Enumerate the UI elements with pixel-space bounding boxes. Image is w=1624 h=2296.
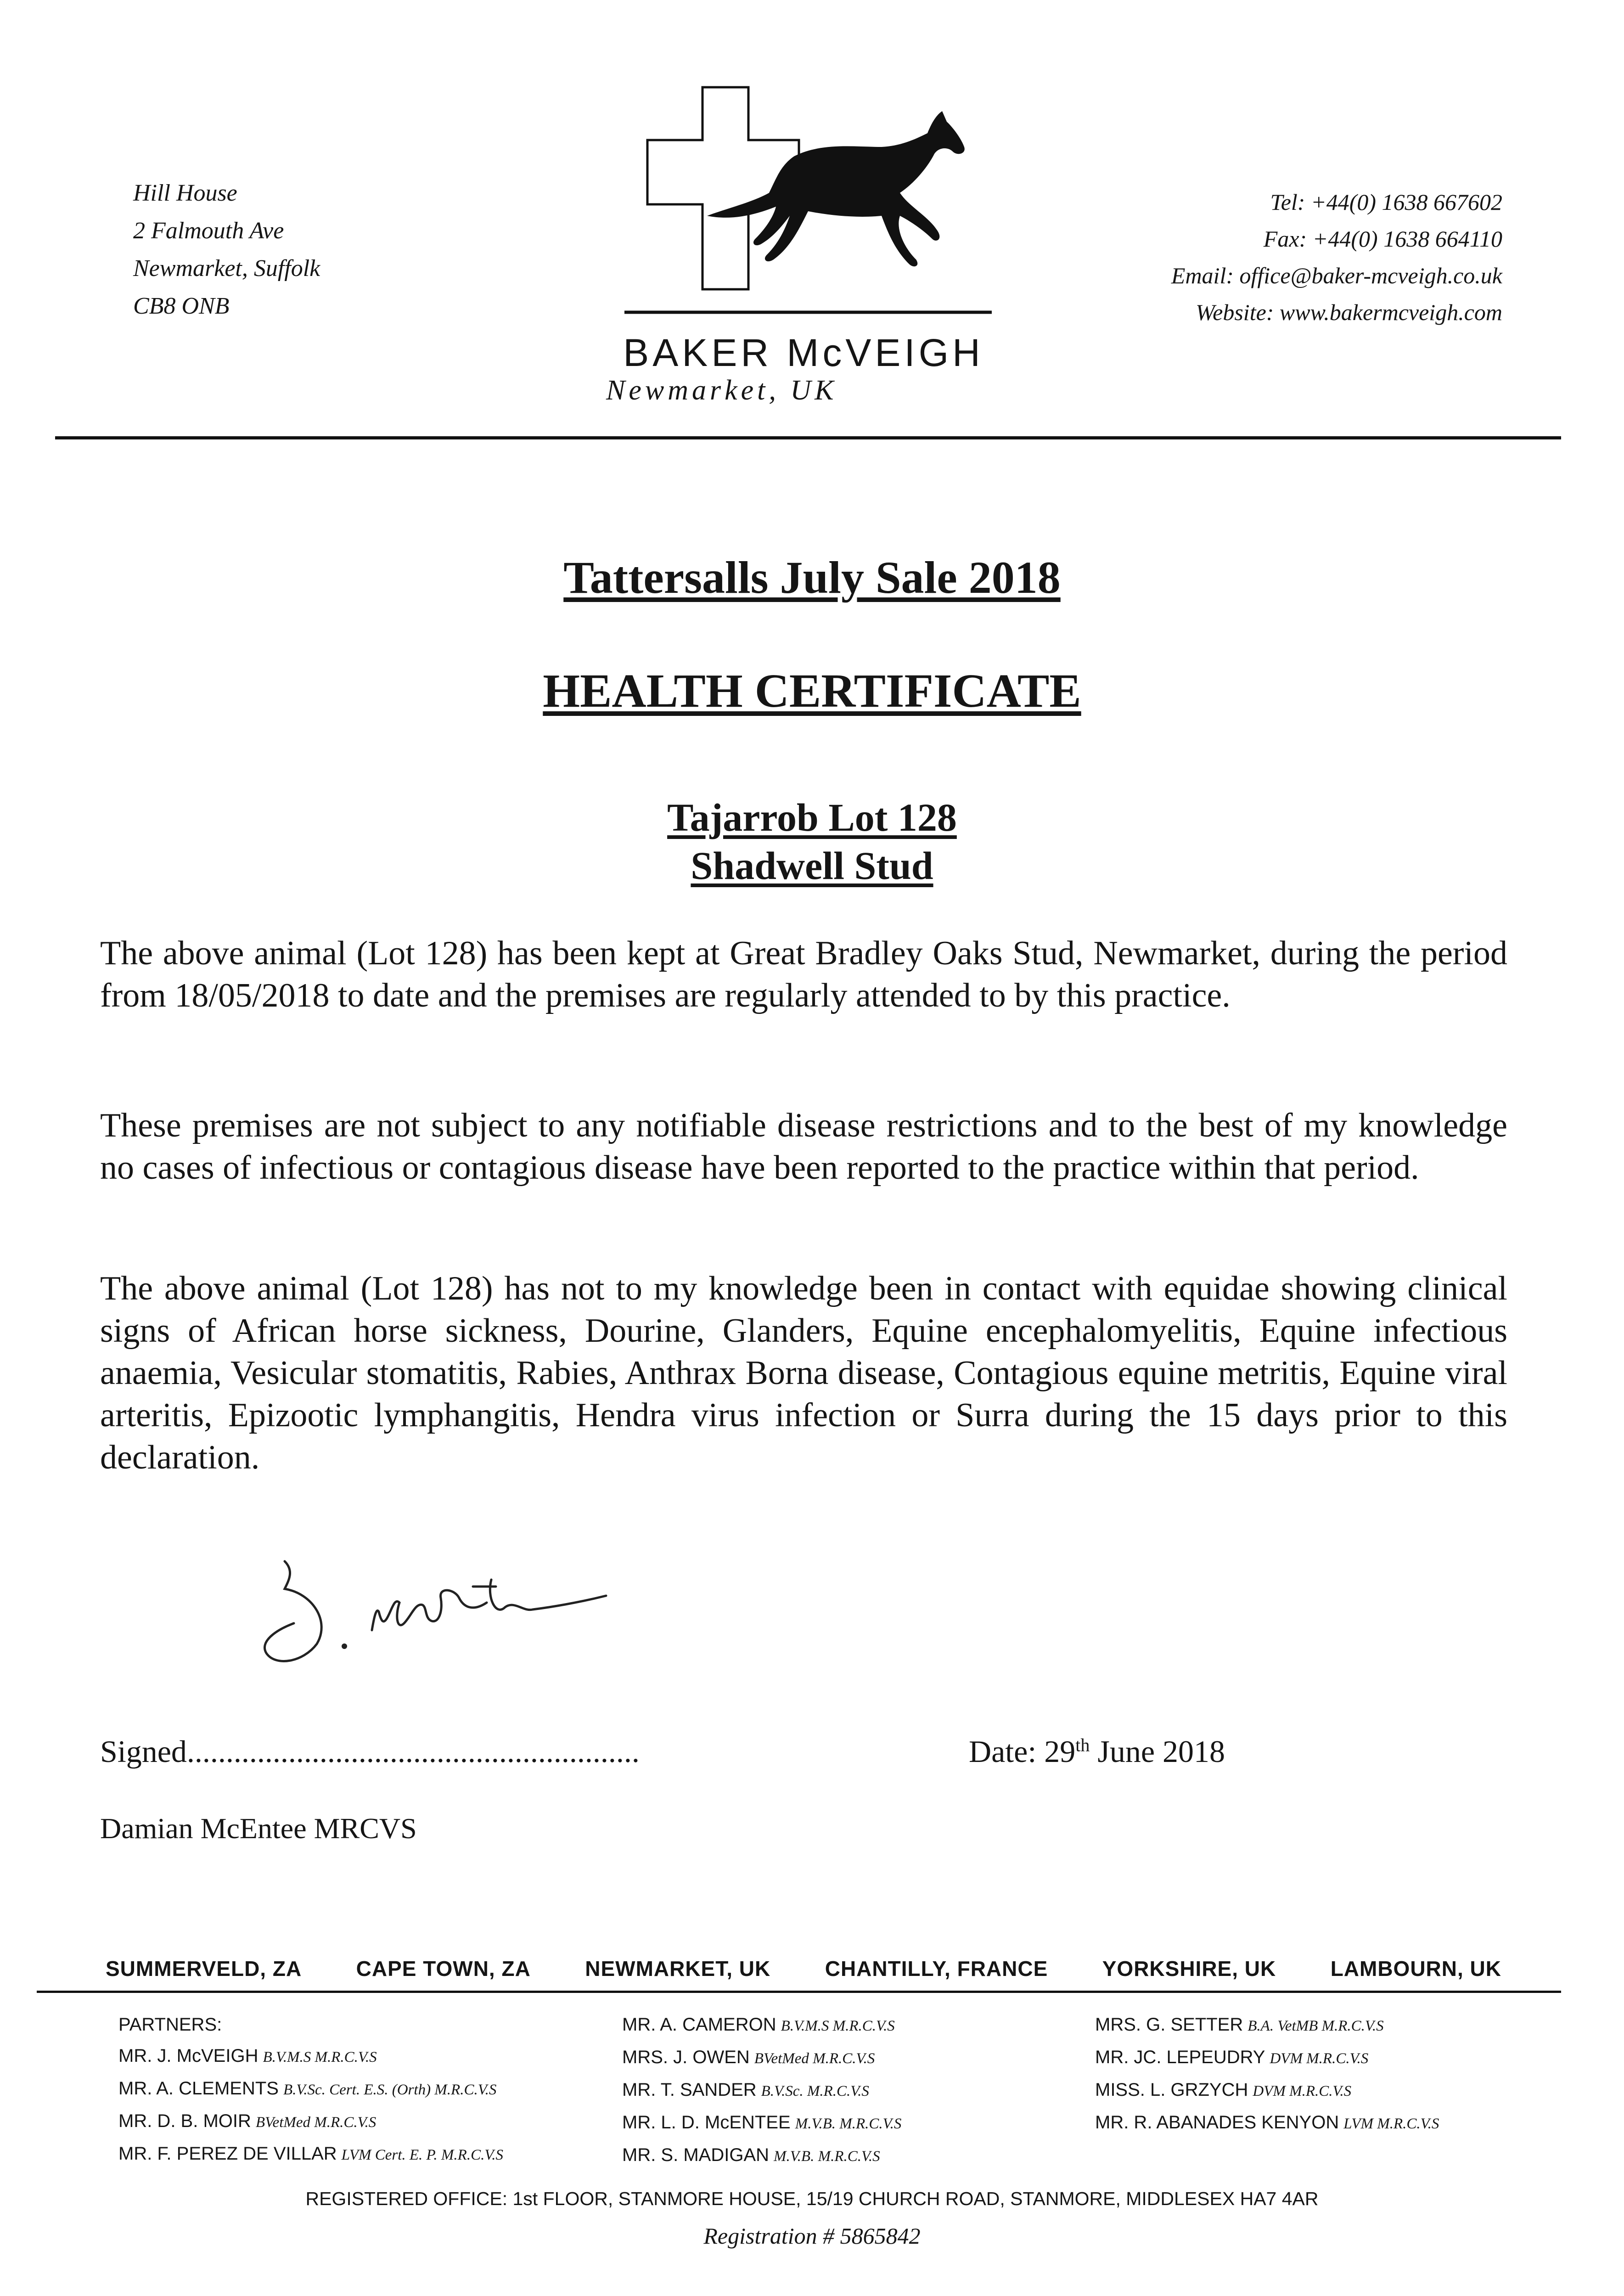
partner-name: MR. T. SANDER bbox=[622, 2080, 757, 2100]
footer-divider bbox=[37, 1991, 1561, 1993]
partner-quals: M.V.B. M.R.C.V.S bbox=[774, 2148, 880, 2165]
partner-quals: B.V.M.S M.R.C.V.S bbox=[781, 2018, 895, 2034]
practice-contact bbox=[1171, 184, 1502, 331]
partner bbox=[622, 2139, 901, 2172]
signer-name: Damian McEntee MRCVS bbox=[100, 1812, 417, 1845]
contact-fax: Fax: +44(0) 1638 664110 bbox=[1263, 226, 1502, 252]
partner-name: MRS. J. OWEN bbox=[622, 2047, 750, 2067]
partners-column-1 bbox=[118, 2009, 503, 2171]
contact-website: Website: www.bakermcveigh.com bbox=[1196, 299, 1502, 325]
partner bbox=[1095, 2107, 1439, 2139]
partner-name: MR. F. PEREZ DE VILLAR bbox=[118, 2144, 337, 2164]
office-locations bbox=[106, 1956, 1501, 1981]
body-paragraph: The above animal (Lot 128) has been kept at Great Bradley Oaks Stud, Newmarket, during the period from 18/05/2018 to date and the premises are regularly attended to by this practice. bbox=[100, 934, 1507, 1014]
address-line: CB8 ONB bbox=[133, 293, 230, 319]
body-paragraph: These premises are not subject to any notifiable disease restrictions and to the best of my knowledge no cases of infectious or contagious disease have been reported to the practice within that period. bbox=[100, 1107, 1507, 1187]
partner-quals: DVM M.R.C.V.S bbox=[1253, 2083, 1352, 2099]
partner bbox=[1095, 2009, 1439, 2042]
partner-name: MR. A. CAMERON bbox=[622, 2015, 776, 2035]
location: NEWMARKET, UK bbox=[585, 1957, 771, 1981]
header-divider bbox=[55, 436, 1561, 439]
partner-name: MRS. G. SETTER bbox=[1095, 2015, 1243, 2035]
partner bbox=[622, 2042, 901, 2074]
certificate-title: HEALTH CERTIFICATE bbox=[543, 664, 1081, 717]
partner-name: MR. R. ABANADES KENYON bbox=[1095, 2112, 1339, 2133]
partner bbox=[1095, 2042, 1439, 2074]
registered-office: REGISTERED OFFICE: 1st FLOOR, STANMORE HOUSE, 15/19 CHURCH ROAD, STANMORE, MIDDLESEX HA7 4AR bbox=[305, 2188, 1319, 2209]
partner-quals: BVetMed M.R.C.V.S bbox=[754, 2050, 875, 2067]
location: SUMMERVELD, ZA bbox=[106, 1957, 302, 1981]
partners-column-3 bbox=[1095, 2009, 1439, 2139]
partner bbox=[118, 2073, 503, 2105]
location: YORKSHIRE, UK bbox=[1102, 1957, 1276, 1981]
partner bbox=[622, 2009, 901, 2042]
registration-number: Registration # 5865842 bbox=[703, 2223, 921, 2249]
date-suffix-ordinal: th bbox=[1075, 1734, 1090, 1756]
partner-quals: DVM M.R.C.V.S bbox=[1270, 2050, 1369, 2067]
partner-name: MR. A. CLEMENTS bbox=[118, 2078, 279, 2099]
brand-location: Newmarket, UK bbox=[606, 375, 837, 406]
location: CHANTILLY, FRANCE bbox=[825, 1957, 1048, 1981]
partner-quals: B.V.M.S M.R.C.V.S bbox=[263, 2049, 377, 2065]
partner bbox=[118, 2105, 503, 2138]
signed-line: Signed.......................................................... bbox=[100, 1734, 640, 1769]
address-line: 2 Falmouth Ave bbox=[133, 218, 284, 244]
partner-name: MR. D. B. MOIR bbox=[118, 2111, 251, 2131]
partners-column-2 bbox=[622, 2009, 901, 2172]
partner-name: MR. J. McVEIGH bbox=[118, 2046, 258, 2066]
contact-email: Email: office@baker-mcveigh.co.uk bbox=[1171, 263, 1502, 288]
certificate-date bbox=[969, 1733, 1225, 1770]
partner-quals: LVM M.R.C.V.S bbox=[1343, 2116, 1439, 2132]
partner bbox=[622, 2074, 901, 2107]
stud-name: Shadwell Stud bbox=[691, 844, 933, 888]
location: LAMBOURN, UK bbox=[1330, 1957, 1501, 1981]
partner bbox=[1095, 2074, 1439, 2107]
body-paragraph: The above animal (Lot 128) has not to my knowledge been in contact with equidae showing clinical signs of African horse sickness, Dourine, Glanders, Equine encephalomyelitis, Equine infectious anaemia, Vesicular stomatitis, Rabies, Anthrax Borna disease, Contagious equine metritis, Equine viral arteritis, Epizootic lymphangitis, Hendra virus infection or Surra during the 15 days prior to this declaration. bbox=[100, 1270, 1507, 1476]
location: CAPE TOWN, ZA bbox=[356, 1957, 531, 1981]
partner bbox=[622, 2107, 901, 2139]
partner-quals: BVetMed M.R.C.V.S bbox=[255, 2114, 376, 2131]
sale-title: Tattersalls July Sale 2018 bbox=[563, 552, 1061, 603]
partner-name: MR. S. MADIGAN bbox=[622, 2145, 770, 2165]
horse-lot: Tajarrob Lot 128 bbox=[667, 795, 957, 839]
address-line: Newmarket, Suffolk bbox=[133, 255, 320, 281]
partner bbox=[118, 2138, 503, 2171]
date-prefix: Date: 29 bbox=[969, 1734, 1076, 1769]
partner-quals: LVM Cert. E. P. M.R.C.V.S bbox=[341, 2147, 503, 2163]
date-rest: June 2018 bbox=[1090, 1734, 1225, 1769]
partner-quals: M.V.B. M.R.C.V.S bbox=[795, 2116, 902, 2132]
partner-name: MISS. L. GRZYCH bbox=[1095, 2080, 1248, 2100]
address-line: Hill House bbox=[133, 180, 237, 206]
contact-phone: Tel: +44(0) 1638 667602 bbox=[1270, 189, 1502, 215]
signature-icon bbox=[257, 1543, 670, 1676]
partner-quals: B.A. VetMB M.R.C.V.S bbox=[1248, 2018, 1384, 2034]
partner-quals: B.V.Sc. Cert. E.S. (Orth) M.R.C.V.S bbox=[283, 2082, 497, 2098]
practice-address bbox=[133, 174, 320, 325]
partner-name: MR. L. D. McENTEE bbox=[622, 2112, 791, 2133]
brand-name: BAKER McVEIGH bbox=[623, 331, 984, 374]
partner bbox=[118, 2040, 503, 2073]
partner-name: MR. JC. LEPEUDRY bbox=[1095, 2047, 1265, 2067]
partner-quals: B.V.Sc. M.R.C.V.S bbox=[761, 2083, 869, 2099]
cross-horse-logo-icon bbox=[615, 78, 1028, 335]
partners-label: PARTNERS: bbox=[118, 2015, 222, 2035]
